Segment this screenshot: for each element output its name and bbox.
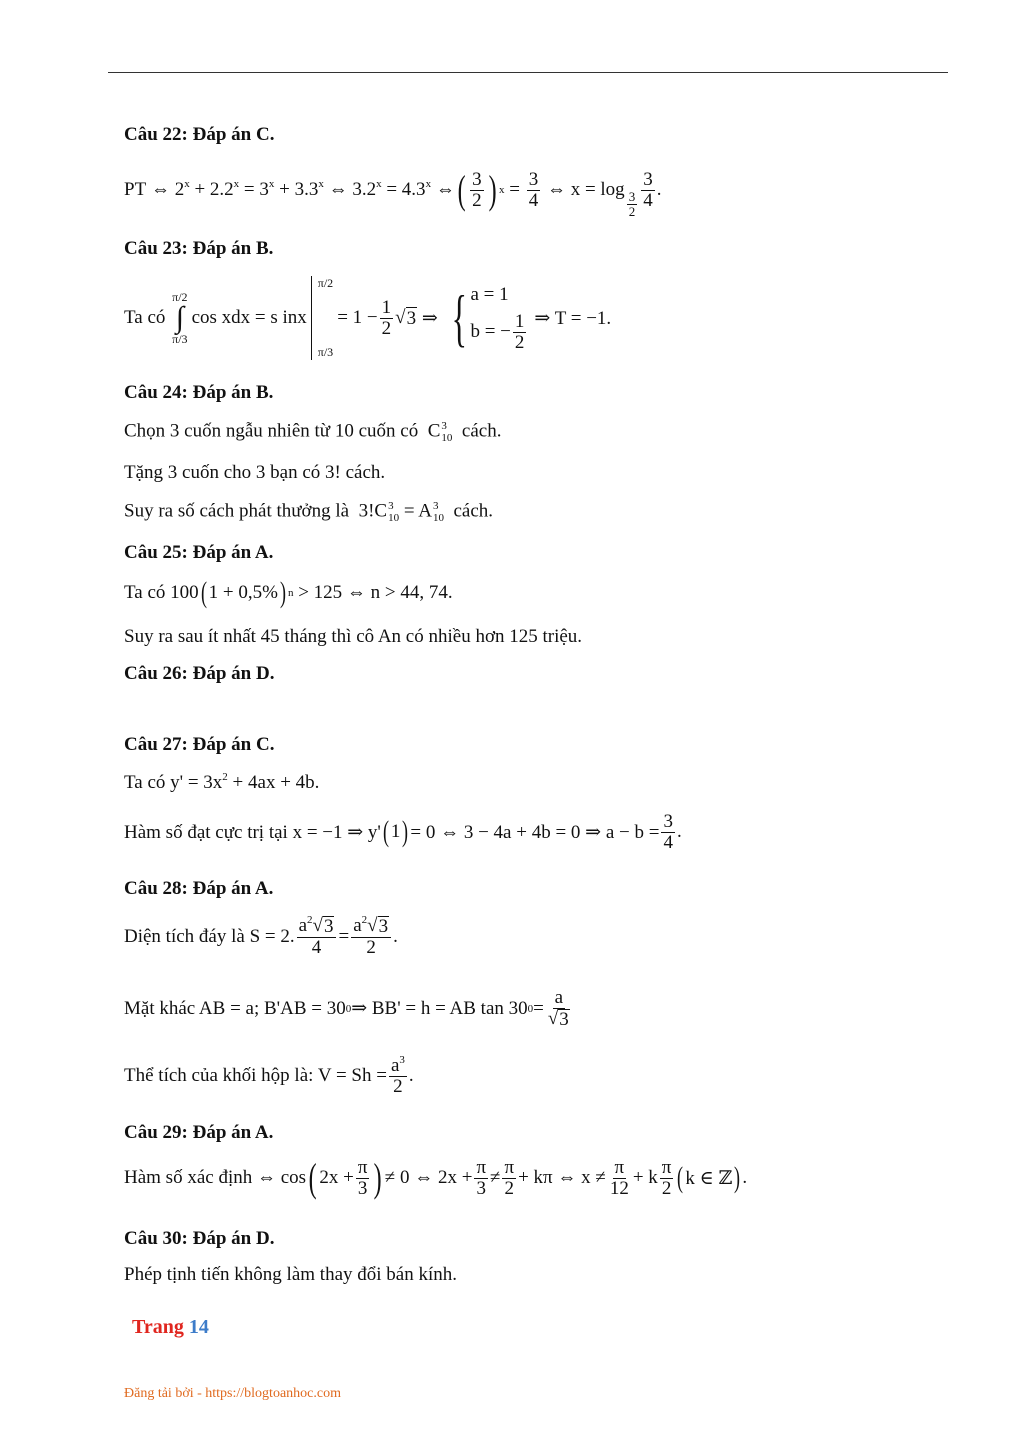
q27-heading: Câu 27: Đáp án C. (124, 734, 275, 755)
q28-line1: Diện tích đáy là S = 2. $a^2√$ 3 4 = $a^2√$ 3 2 . (124, 914, 398, 958)
q28-line3: Thể tích của khối hộp là: V = Sh = $\frac{a^3}{2}$ . (124, 1054, 414, 1097)
q26-heading: Câu 26: Đáp án D. (124, 663, 275, 684)
q23-equation: Ta có π/2 ∫ π/3 cos xdx = s inx π/2 π/3 = 1 − $\frac{1}{2}$ √ 3 ⇒ { a = 1 b = − $\frac{1}{2}$ ⇒ T = −1. (124, 276, 612, 359)
q28-frac4: $\frac{a^3}{2}$ (390, 1054, 405, 1097)
source-link[interactable]: Đăng tải bởi - https://blogtoanhoc.com (124, 1386, 341, 1401)
q28-frac2: $a^2√$ 3 2 (351, 916, 391, 958)
q27-frac: $\frac{3}{4}$ (663, 811, 673, 853)
q25-line1: Ta có 100 ( 1 + 0,5% ) n > 125 ⇔ n > 44, 74. (124, 576, 453, 609)
q30-heading: Câu 30: Đáp án D. (124, 1228, 275, 1249)
q24-line1: Chọn 3 cuốn ngẫu nhiên từ 10 cuốn có C 3 10 cách. (124, 420, 502, 445)
q27-line1: Ta có $y' = 3x^2 + 4ax + 4b$. (124, 771, 320, 793)
q23-eval-bar: π/2 π/3 (311, 276, 333, 360)
q22-log: ⇔ x = log (546, 179, 625, 201)
q24-line3: Suy ra số cách phát thưởng là 3!C 3 10 = A 3 10 cách. (124, 500, 494, 525)
top-rule (108, 72, 948, 73)
sqrt-sign: √ 3 (395, 306, 417, 329)
q29-heading: Câu 29: Đáp án A. (124, 1122, 274, 1143)
q30-line1: Phép tịnh tiến không làm thay đổi bán kính. (124, 1264, 457, 1285)
q25-heading: Câu 25: Đáp án A. (124, 542, 274, 563)
integral-sign: π/2 ∫ π/3 (172, 290, 188, 346)
q23-half: $\frac{1}{2}$ (381, 296, 392, 339)
q24-line2: Tặng 3 cuốn cho 3 bạn có 3! cách. (124, 462, 386, 483)
q29-equation: Hàm số xác định ⇔ cos ( 2x + $\frac{\pi}{3}$ ) ≠ 0 ⇔ 2x + $\frac{\pi}{3}$ ≠ $\frac{\pi}{2}$ + kπ ⇔ x ≠ $\frac{\pi}{12}$ + k $\frac{\pi}{2}$ ( k ∈ ℤ ) . (124, 1155, 748, 1201)
q24-heading: Câu 24: Đáp án B. (124, 382, 274, 403)
q22-frac-b: $\frac{3}{4}$ (528, 168, 539, 211)
q22-lead: PT (124, 179, 147, 201)
q23-lead: Ta có (124, 307, 166, 328)
q23-system: { a = 1 b = − $\frac{1}{2}$ (451, 282, 525, 353)
q22-frac-c: $\frac{3}{4}$ (643, 168, 653, 211)
q28-line2: Mặt khác AB = a; B'AB = 30 0 ⇒ BB' = h = AB tan 30 0 = a √ 3 (124, 988, 574, 1030)
q22-chain: ⇔ $2^x + 2.2^x = 3^x + 3.3^x$ ⇔ $3.2^x = 4.3^x$ ⇔ (150, 178, 455, 201)
q28-frac3: a √ 3 (547, 987, 569, 1030)
q22-frac-a: $\frac{3}{2}$ (472, 168, 482, 211)
right-paren: ) (488, 167, 497, 213)
q22-log-base: $\frac{3}{2}$ (628, 189, 636, 219)
q25-line2: Suy ra sau ít nhất 45 tháng thì cô An có nhiều hơn 125 triệu. (124, 626, 583, 647)
page-number: Trang 14 (132, 1316, 209, 1338)
q22-equation: PT ⇔ $2^x + 2.2^x = 3^x + 3.3^x$ ⇔ $3.2^x = 4.3^x$ ⇔ ( $\frac{3}{2}$ ) x = $\frac{3}{4}$ ⇔ x = log $\frac{3}{2}$ $\frac{3}{4}$ . (124, 167, 662, 219)
q27-line2: Hàm số đạt cực trị tại x = −1 ⇒ y' ( 1 ) = 0 ⇔ 3 − 4a + 4b = 0 ⇒ a − b = $\frac{3}{4}$ . (124, 811, 682, 853)
left-paren: ( (457, 167, 466, 213)
q23-heading: Câu 23: Đáp án B. (124, 238, 274, 259)
q23-integrand: cos xdx = s inx (191, 307, 307, 328)
q28-frac1: $a^2√$ 3 4 (297, 916, 337, 958)
q28-heading: Câu 28: Đáp án A. (124, 878, 274, 899)
q22-heading: Câu 22: Đáp án C. (124, 124, 275, 145)
